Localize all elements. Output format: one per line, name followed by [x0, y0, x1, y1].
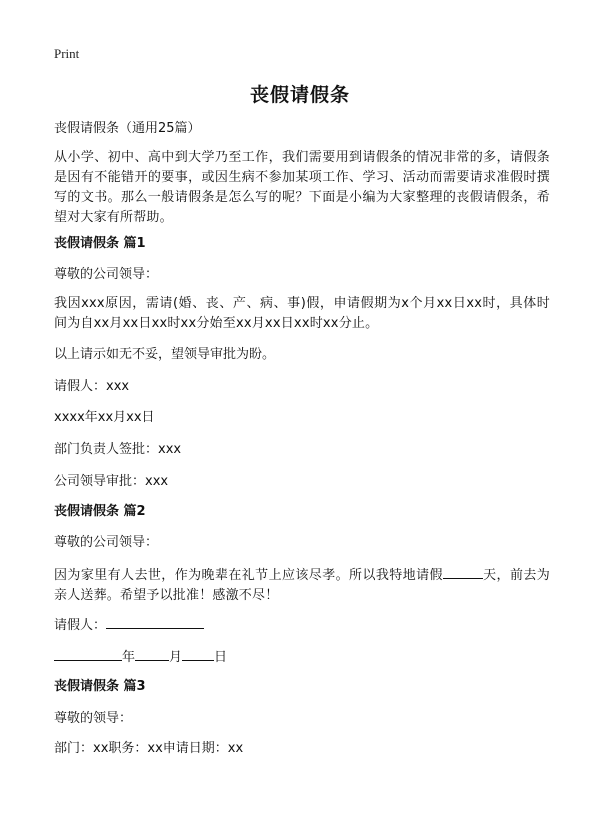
section-1-dept-sign: 部门负责人签批：xxx [54, 442, 182, 457]
section-2-greeting: 尊敬的公司领导： [54, 535, 159, 550]
section-2-body-part2: 天，前去为亲人送葬。希望予以批准！感激不尽！ [54, 568, 550, 603]
section-2-applicant-row [54, 614, 204, 636]
section-2-heading: 丧假请假条 篇2 [54, 504, 146, 519]
intro-paragraph: 从小学、初中、高中到大学乃至工作，我们需要用到请假条的情况非常的多，请假条是因有不能错开的要事，或因生病不参加某项工作、学习、活动而需要请求准假时撰写的文书。那么一般请假条是怎么写的呢？下面是小编为大家整理的丧假请假条，希望对大家有所帮助。 [54, 150, 550, 225]
print-link[interactable]: Print [54, 46, 80, 61]
section-1-greeting: 尊敬的公司领导： [54, 267, 159, 282]
day-label: 日 [214, 650, 228, 665]
section-1-heading: 丧假请假条 篇1 [54, 236, 146, 251]
applicant-name-blank-field[interactable] [106, 614, 204, 629]
month-label: 月 [169, 650, 183, 665]
section-3-heading: 丧假请假条 篇3 [54, 679, 146, 694]
section-2-date-row [54, 646, 227, 668]
section-2-applicant-label: 请假人： [54, 618, 107, 633]
year-label: 年 [122, 650, 136, 665]
document-title: 丧假请假条 [249, 84, 350, 106]
day-blank-field[interactable] [182, 646, 214, 661]
days-blank-field[interactable] [443, 564, 483, 579]
year-blank-field[interactable] [54, 646, 122, 661]
section-1-closing: 以上请示如无不妥，望领导审批为盼。 [54, 347, 276, 362]
section-1-body: 我因xxx原因，需请(婚、丧、产、病、事)假，申请假期为x个月xx日xx时，具体时间为自xx月xx日xx时xx分始至xx月xx日xx时xx分止。 [54, 296, 550, 331]
document-subtitle: 丧假请假条（通用25篇） [54, 121, 201, 136]
section-1-applicant: 请假人：xxx [54, 379, 130, 394]
section-1-date: xxxx年xx月xx日 [54, 410, 155, 425]
section-3-greeting: 尊敬的领导： [54, 711, 133, 726]
section-2-body-part1: 因为家里有人去世，作为晚辈在礼节上应该尽孝。所以我特地请假 [54, 568, 443, 583]
section-2-body [54, 564, 550, 606]
section-1-company-approve: 公司领导审批：xxx [54, 474, 169, 489]
month-blank-field[interactable] [135, 646, 169, 661]
section-3-info-line: 部门：xx职务：xx申请日期：xx [54, 741, 244, 756]
